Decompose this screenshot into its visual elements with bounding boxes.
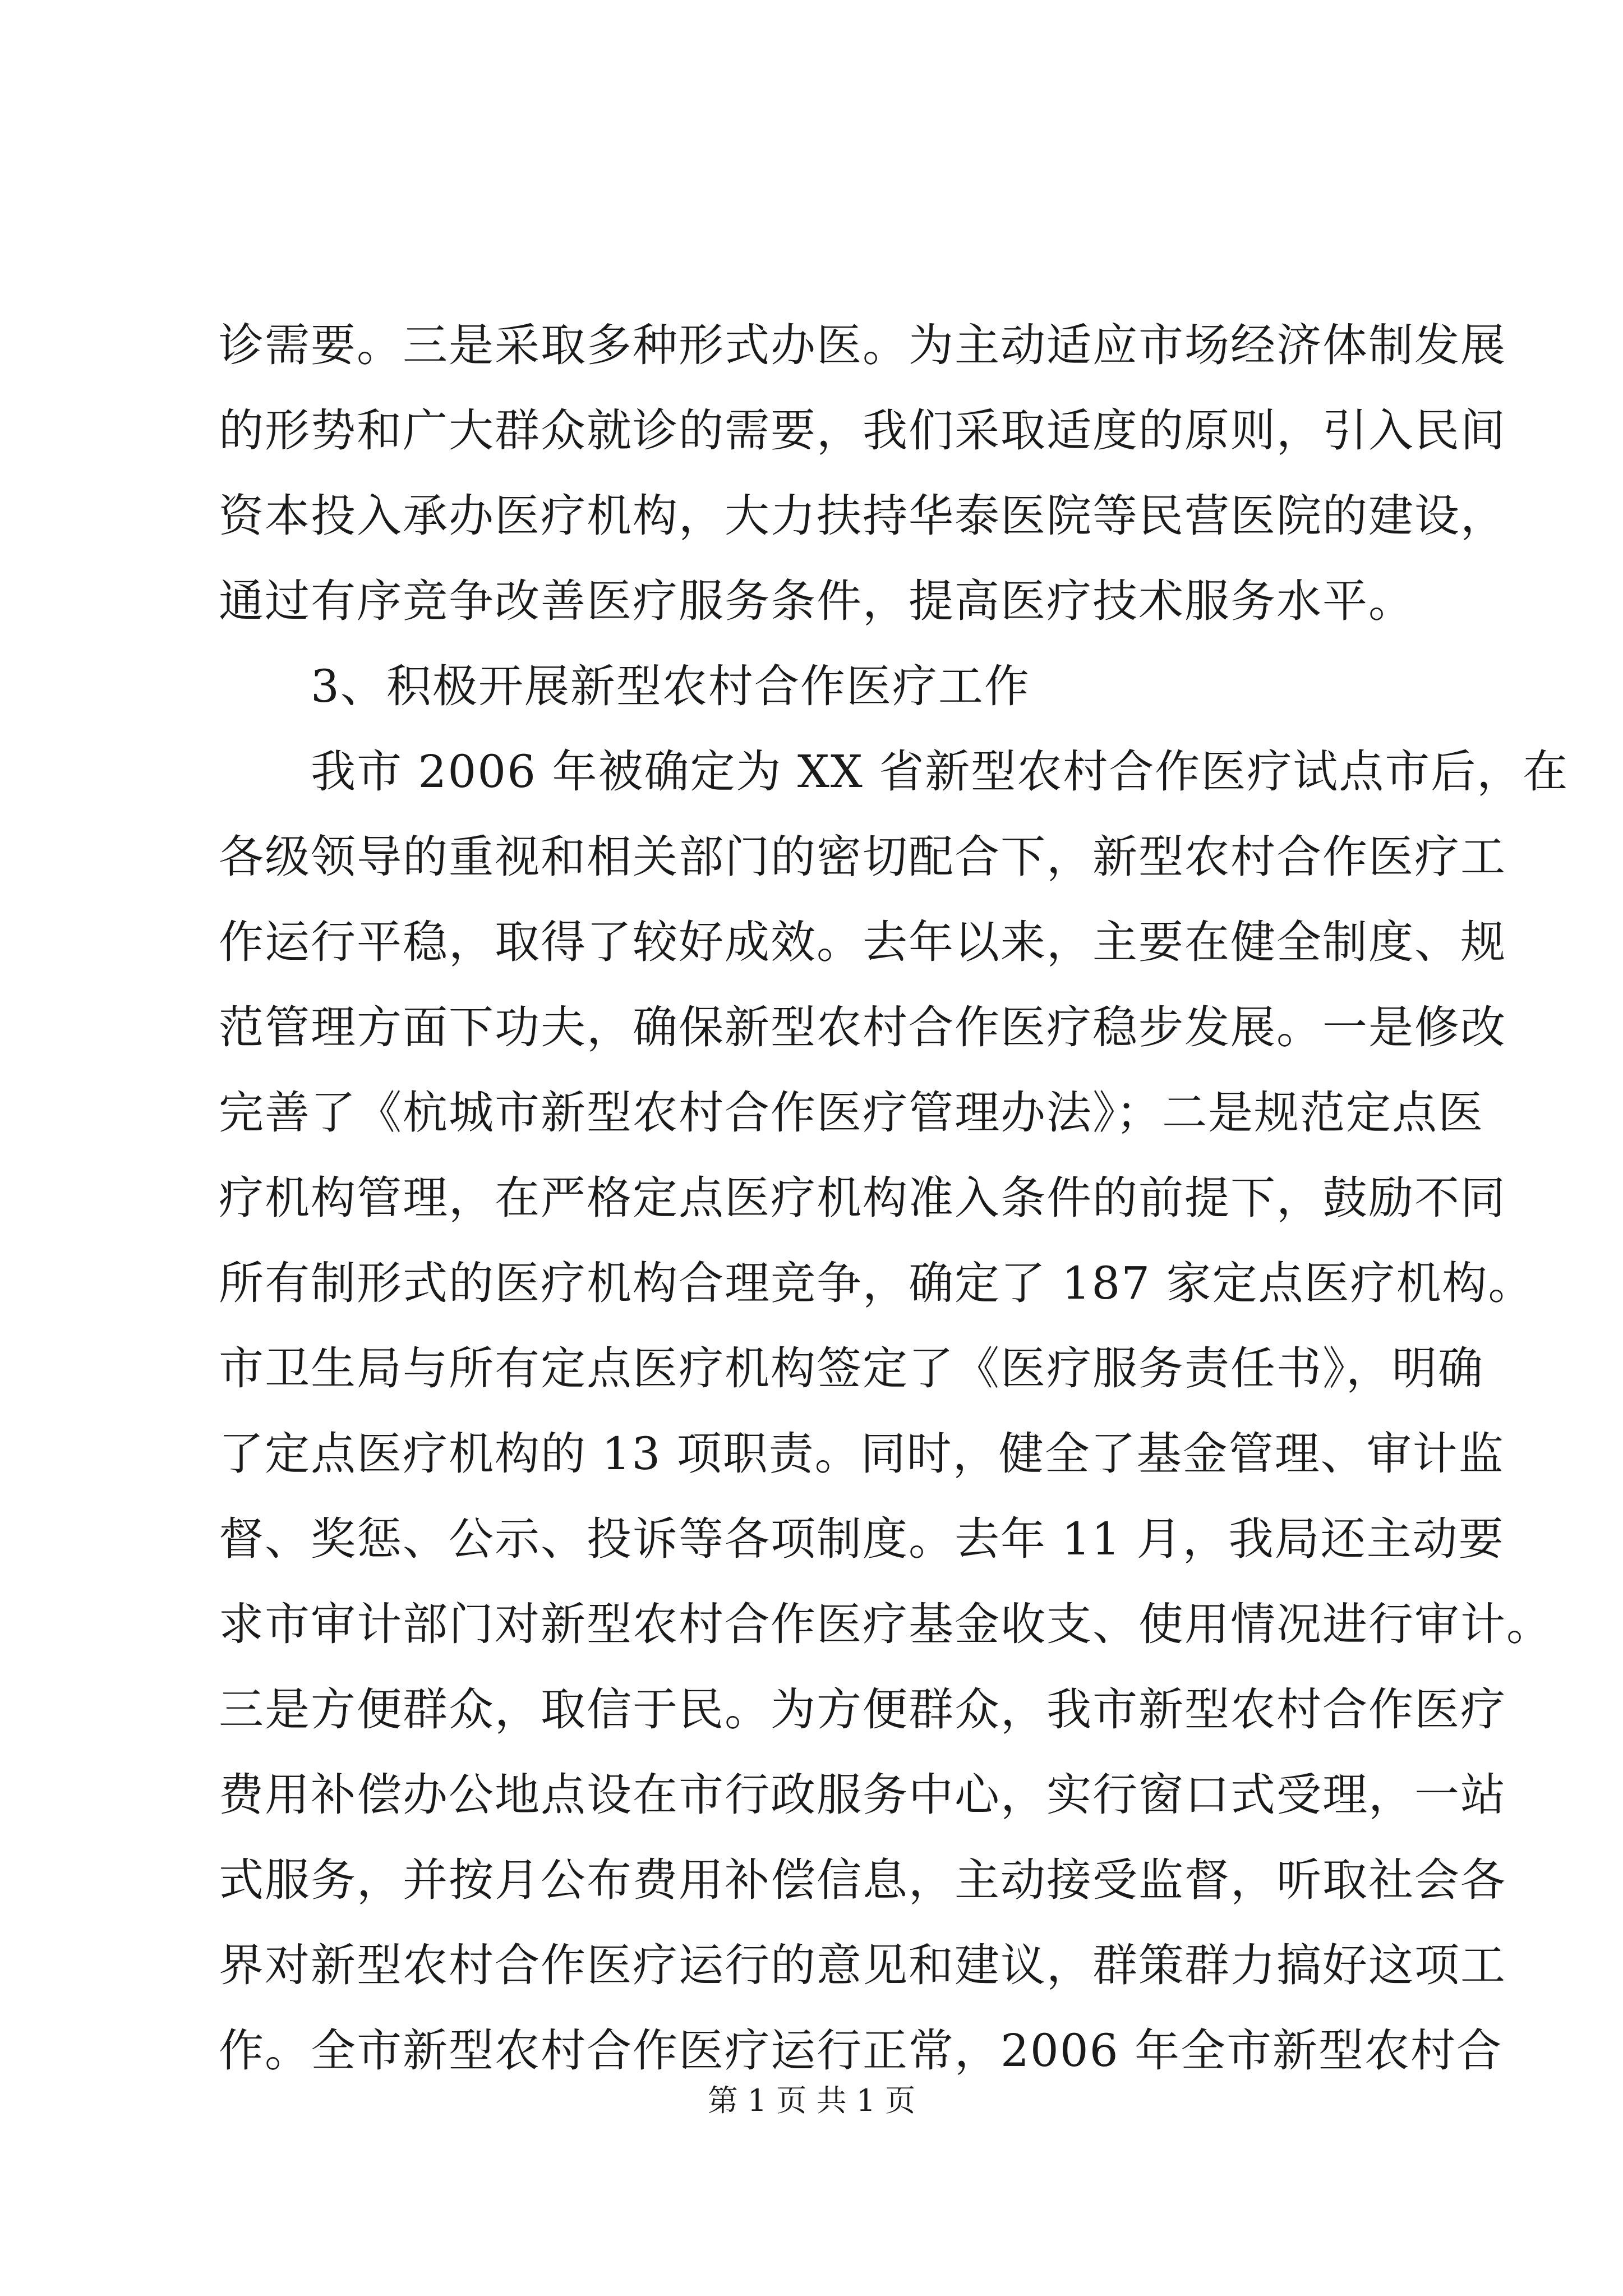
text-line: 范管理方面下功夫，确保新型农村合作医疗稳步发展。一是修改 [219, 1001, 1506, 1053]
text-line: 求市审计部门对新型农村合作医疗基金收支、使用情况进行审计。 [219, 1598, 1552, 1650]
text-line: 作。全市新型农村合作医疗运行正常，2006 年全市新型农村合 [219, 2024, 1503, 2077]
page-footer [0, 2081, 1623, 2120]
text-line: 了定点医疗机构的 13 项职责。同时，健全了基金管理、审计监 [219, 1428, 1505, 1480]
text-line: 的形势和广大群众就诊的需要，我们采取适度的原则，引入民间 [219, 404, 1506, 457]
text-line: 资本投入承办医疗机构，大力扶持华泰医院等民营医院的建设， [219, 490, 1506, 542]
section-heading: 3、积极开展新型农村合作医疗工作 [311, 660, 1030, 712]
text-line: 所有制形式的医疗机构合理竞争，确定了 187 家定点医疗机构。 [219, 1257, 1534, 1309]
text-line: 各级领导的重视和相关部门的密切配合下，新型农村合作医疗工 [219, 831, 1506, 883]
text-line: 我市 2006 年被确定为 XX 省新型农村合作医疗试点市后，在 [311, 746, 1569, 798]
page-number-label: 第 1 页 共 1 页 [707, 2083, 916, 2118]
text-line: 式服务，并按月公布费用补偿信息，主动接受监督，听取社会各 [219, 1854, 1506, 1906]
text-line: 费用补偿办公地点设在市行政服务中心，实行窗口式受理，一站 [219, 1769, 1506, 1821]
text-line: 通过有序竞争改善医疗服务条件，提高医疗技术服务水平。 [219, 575, 1414, 627]
text-line: 界对新型农村合作医疗运行的意见和建议，群策群力搞好这项工 [219, 1939, 1506, 1991]
paragraph-1 [219, 303, 1506, 644]
paragraph-2 [219, 729, 1569, 2093]
text-line: 完善了《杭城市新型农村合作医疗管理办法》；二是规范定点医 [219, 1087, 1484, 1139]
document-body [219, 303, 1569, 2093]
text-line: 作运行平稳，取得了较好成效。去年以来，主要在健全制度、规 [219, 916, 1506, 968]
text-line: 督、奖惩、公示、投诉等各项制度。去年 11 月，我局还主动要 [219, 1513, 1505, 1565]
text-line: 三是方便群众，取信于民。为方便群众，我市新型农村合作医疗 [219, 1683, 1506, 1736]
text-line: 市卫生局与所有定点医疗机构签定了《医疗服务责任书》，明确 [219, 1342, 1484, 1395]
text-line: 诊需要。三是采取多种形式办医。为主动适应市场经济体制发展 [219, 319, 1506, 371]
text-line: 疗机构管理，在严格定点医疗机构准入条件的前提下，鼓励不同 [219, 1172, 1506, 1224]
